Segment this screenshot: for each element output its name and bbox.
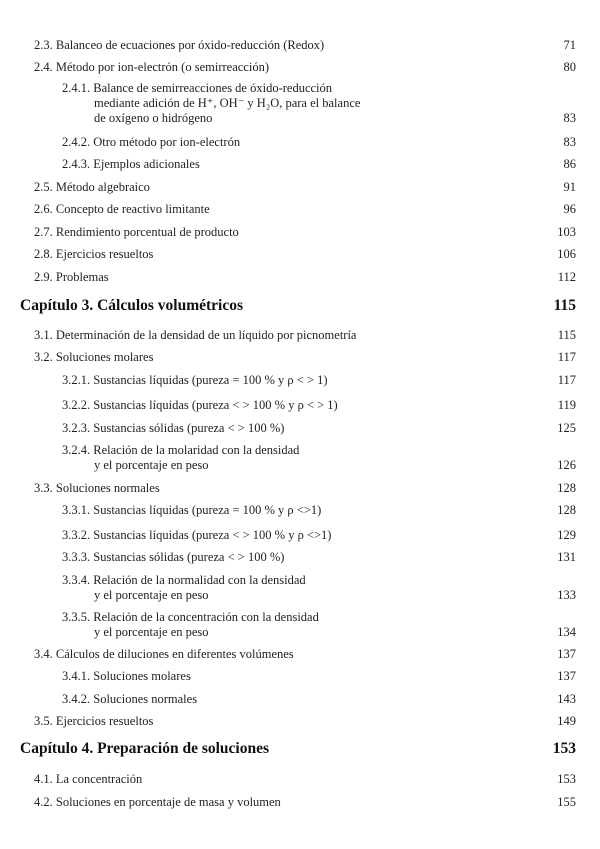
page-number: 86 bbox=[563, 156, 576, 171]
entry-title bbox=[62, 443, 299, 473]
page-number: 115 bbox=[553, 297, 576, 314]
entry-title bbox=[34, 202, 210, 217]
entry-title bbox=[34, 180, 150, 195]
entry-title-line: 3.2. Soluciones molares bbox=[34, 349, 154, 364]
entry-title bbox=[34, 647, 294, 662]
page-number: 125 bbox=[557, 420, 576, 435]
entry-title bbox=[62, 398, 338, 413]
entry-title-line: 3.5. Ejercicios resueltos bbox=[34, 713, 154, 728]
entry-title bbox=[62, 81, 360, 126]
entry-title bbox=[34, 350, 153, 365]
entry-title bbox=[34, 714, 153, 729]
entry-title bbox=[62, 550, 284, 565]
entry-title-line: 4.2. Soluciones en porcentaje de masa y volumen bbox=[34, 794, 281, 809]
page-number: 137 bbox=[557, 668, 576, 683]
page-number: 137 bbox=[557, 646, 576, 661]
page-number: 133 bbox=[557, 587, 576, 602]
page-number: 143 bbox=[557, 691, 576, 706]
entry-title bbox=[34, 481, 160, 496]
page-number: 91 bbox=[563, 179, 576, 194]
entry-title-line: 3.2.1. Sustancias líquidas (pureza = 100 % y ρ < > 1) bbox=[62, 372, 328, 387]
page-number: 80 bbox=[563, 59, 576, 74]
entry-title-line: 3.3.3. Sustancias sólidas (pureza < > 100 %) bbox=[62, 549, 285, 564]
entry-title-line: 4.1. La concentración bbox=[34, 771, 143, 786]
entry-title-line: 2.7. Rendimiento porcentual de producto bbox=[34, 224, 239, 239]
entry-title-line: 3.2.2. Sustancias líquidas (pureza < > 100 % y ρ < > 1) bbox=[62, 397, 338, 412]
page-number: 153 bbox=[552, 740, 576, 757]
entry-title-line: 3.3.1. Sustancias líquidas (pureza = 100 % y ρ <>1) bbox=[62, 502, 322, 517]
entry-title-line: 2.8. Ejercicios resueltos bbox=[34, 246, 154, 261]
page-number: 126 bbox=[557, 457, 576, 472]
page-number: 131 bbox=[557, 549, 576, 564]
page-number: 153 bbox=[557, 771, 576, 786]
page-number: 83 bbox=[563, 134, 576, 149]
page-number: 149 bbox=[557, 713, 576, 728]
page-number: 71 bbox=[563, 37, 576, 52]
page-number: 128 bbox=[557, 502, 576, 517]
entry-title bbox=[34, 270, 109, 285]
entry-title bbox=[62, 373, 328, 388]
entry-title-line: 2.6. Concepto de reactivo limitante bbox=[34, 201, 210, 216]
page-number: 155 bbox=[557, 794, 576, 809]
entry-title bbox=[62, 135, 240, 150]
entry-title-line: 2.4. Método por ion-electrón (o semirreacción) bbox=[34, 59, 269, 74]
entry-title-line: 3.3.2. Sustancias líquidas (pureza < > 100 % y ρ <>1) bbox=[62, 527, 332, 542]
entry-title-line: 2.4.2. Otro método por ion-electrón bbox=[62, 134, 241, 149]
entry-title-line: 3.2.3. Sustancias sólidas (pureza < > 100 %) bbox=[62, 420, 285, 435]
entry-title-continuation: de oxígeno o hidrógeno bbox=[94, 110, 213, 125]
entry-title-continuation: mediante adición de H⁺, OH⁻ y H₂O, para el balance bbox=[94, 95, 361, 110]
entry-title bbox=[62, 610, 319, 640]
entry-title bbox=[62, 503, 321, 518]
page-number: 83 bbox=[563, 110, 576, 125]
entry-title-line: 3.3.5. Relación de la concentración con la densidad bbox=[62, 609, 319, 624]
entry-title-line: 2.5. Método algebraico bbox=[34, 179, 150, 194]
page-number: 134 bbox=[557, 624, 576, 639]
page-number: 117 bbox=[557, 372, 576, 387]
page-number: 128 bbox=[557, 480, 576, 495]
entry-title bbox=[34, 225, 239, 240]
entry-title bbox=[20, 297, 243, 315]
entry-title-line: 3.4.2. Soluciones normales bbox=[62, 691, 198, 706]
entry-title bbox=[62, 528, 331, 543]
entry-title-line: 3.4. Cálculos de diluciones en diferentes volúmenes bbox=[34, 646, 294, 661]
entry-title-line: 2.3. Balanceo de ecuaciones por óxido-reducción (Redox) bbox=[34, 37, 325, 52]
entry-title bbox=[62, 157, 200, 172]
entry-title bbox=[34, 38, 324, 53]
entry-title bbox=[62, 573, 306, 603]
entry-title-line: 3.3.4. Relación de la normalidad con la densidad bbox=[62, 572, 306, 587]
entry-title-line: 3.2.4. Relación de la molaridad con la densidad bbox=[62, 442, 300, 457]
entry-title bbox=[62, 669, 191, 684]
page-number: 129 bbox=[557, 527, 576, 542]
entry-title-continuation: y el porcentaje en peso bbox=[94, 457, 209, 472]
entry-title-line: 3.3. Soluciones normales bbox=[34, 480, 160, 495]
entry-title bbox=[34, 328, 356, 343]
entry-title-line: 3.1. Determinación de la densidad de un líquido por picnometría bbox=[34, 327, 357, 342]
entry-title-continuation: y el porcentaje en peso bbox=[94, 624, 209, 639]
page-number: 112 bbox=[557, 269, 576, 284]
page-number: 117 bbox=[557, 349, 576, 364]
entry-title bbox=[62, 421, 284, 436]
entry-title bbox=[34, 247, 153, 262]
entry-title bbox=[34, 795, 281, 810]
entry-title-line: 2.4.1. Balance de semirreacciones de óxido-reducción bbox=[62, 80, 333, 95]
entry-title-continuation: y el porcentaje en peso bbox=[94, 587, 209, 602]
entry-title bbox=[62, 692, 197, 707]
entry-title-line: Capítulo 3. Cálculos volumétricos bbox=[20, 297, 244, 314]
page-number: 115 bbox=[557, 327, 576, 342]
entry-title-line: 2.4.3. Ejemplos adicionales bbox=[62, 156, 200, 171]
entry-title-line: 3.4.1. Soluciones molares bbox=[62, 668, 191, 683]
page-number: 119 bbox=[557, 397, 576, 412]
entry-title bbox=[34, 772, 142, 787]
entry-title bbox=[20, 740, 269, 758]
entry-title bbox=[34, 60, 269, 75]
page-number: 96 bbox=[563, 201, 576, 216]
page-number: 103 bbox=[557, 224, 576, 239]
entry-title-line: Capítulo 4. Preparación de soluciones bbox=[20, 740, 270, 757]
entry-title-line: 2.9. Problemas bbox=[34, 269, 109, 284]
page-number: 106 bbox=[557, 246, 576, 261]
